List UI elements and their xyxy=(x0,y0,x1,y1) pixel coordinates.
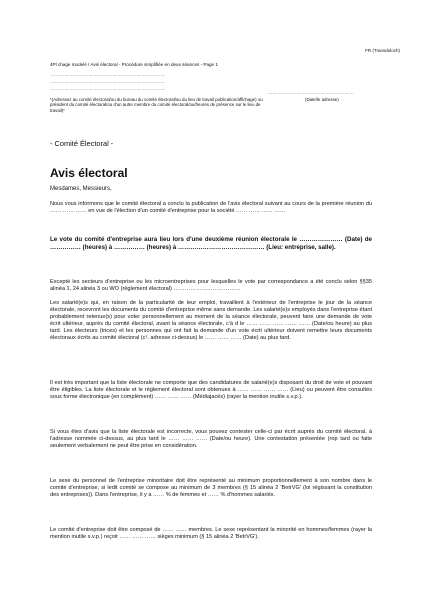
paragraph-contest: Si vous êtes d'avis que la liste électorale est incorrecte, vous pouvez contester celle-ci par écrit auprès du comité électoral, à l'adresse nommée ci-dessus, au plus tard le …… …… …… (Date/ou heure). Une contestation présentée (rop tard ou faite seulement verbalement ne peut être prise en considération. xyxy=(50,429,372,450)
fill-in-line-2: ……………………………………………………………… xyxy=(50,79,166,84)
fill-in-line-3: ……………………………………………………………… xyxy=(50,86,166,91)
paragraph-electoral-list: Il est très important que la liste électorale ne comporte que des candidatures de salarié(e)s disposant du droit de vote et pouvant être éligibles. La liste électorale et le règlement électoral sont obtenues à …… …… …… …… (Lieu) ou peuvent être consultés sous forme électronique (en complément) …… …… …… (Médiajacés) (rayer la mention inutile s.v.p.). xyxy=(50,380,372,401)
date-label: (Date/le adresse) xyxy=(305,97,339,102)
paragraph-vote-details: Le vote du comité d'entreprise aura lieu lors d'une deuxième réunion électorale le ………………… (Date) de …………… (heures) à …………… (heures) à …………………………………… (Lieu: entreprise, salle). xyxy=(50,236,372,251)
page-title: Avis électoral xyxy=(50,166,128,180)
document-header-line: 4Pl chage modelé / Avis électoral - Procédure simplifiée en deux séances - Page 1 xyxy=(50,62,218,67)
document-reference-label: FR (Transdoloch) xyxy=(365,48,400,53)
committee-label: - Comité Électoral - xyxy=(50,139,114,148)
paragraph-committee-composition: Le comité d'entreprise doit être composé de …… …… membres. Le sexe représentant la minorité en hommes/femmes (rayer la mention inutile s.v.p.) reçoit …… …… …… sièges minimum (§ 15 alinéa 2 'BetrVG'). xyxy=(50,527,372,541)
fill-in-line-1: ……………………………………………………………… xyxy=(50,72,166,77)
salutation: Mesdames, Messieurs, xyxy=(50,186,112,192)
paragraph-written-vote: Les salarié(e)s qui, en raison de la particularité de leur emploi, travaillent à l'extérieur de l'entreprise le jour de la séance électorale, recevront les documents du comité d'entreprise même sans demande. Les salarié(e)s employés dans l'entreprise étant probablement retenue(s) pour voter personnellement au moment de la séance électorale, peuvent faire une demande de vote écrit ultérieur, auprès du comité électoral, avant la séance électorale, c'à d le …… …… …… …… …… (Date/ou heure) au plus tard. Les électeurs (trices) et les personnes qui ont fait la demande d'un vote écrit ultérieur doivent remettre leurs documents électoraux écrits au comité électoral (c¹. adresse ci-dessus) le …… …… …… (Date) au plus tard. xyxy=(50,300,372,342)
paragraph-exceptions: Excepté les secteurs d'entreprise ou les microentreprises pour lesquelles le vote par correspondance a été conclu selon §§35 alinéa 1, 24 alinéa 3 ou WO (règlement électoral) ……………………………… xyxy=(50,279,372,293)
address-note: *(Adressez au comité électoral/ou du bureau du comité électoral/ou du lieu de travail publication/affichage) ou président du comité électoral/ou d'un autre membre du comité électoral/ou/heures de présence sur le lieu de travail)* xyxy=(50,97,263,113)
paragraph-gender-representation: Le sexe du personnel de l'entreprise minoritaire doit être représenté au minimum proportionnellement à son nombre dans le comité d'entreprise, si ledit comité se compose au minimum de 3 membres (§ 15 alinéa 2 'BetrVG' (loi régissant la constitution des entreprises)). Dans l'entreprise, il y a …… % de femmes et …… % d'hommes salariés. xyxy=(50,478,372,499)
fill-in-line-date: ……………………………………………… xyxy=(267,90,354,95)
paragraph-intro: Nous vous informons que le comité électoral a conclu la publication de l'avis électoral suivant au cours de la première réunion du …… …… …… en vue de l'élection d'un comité d'entreprise pour la société …… …… …… …… xyxy=(50,201,372,215)
